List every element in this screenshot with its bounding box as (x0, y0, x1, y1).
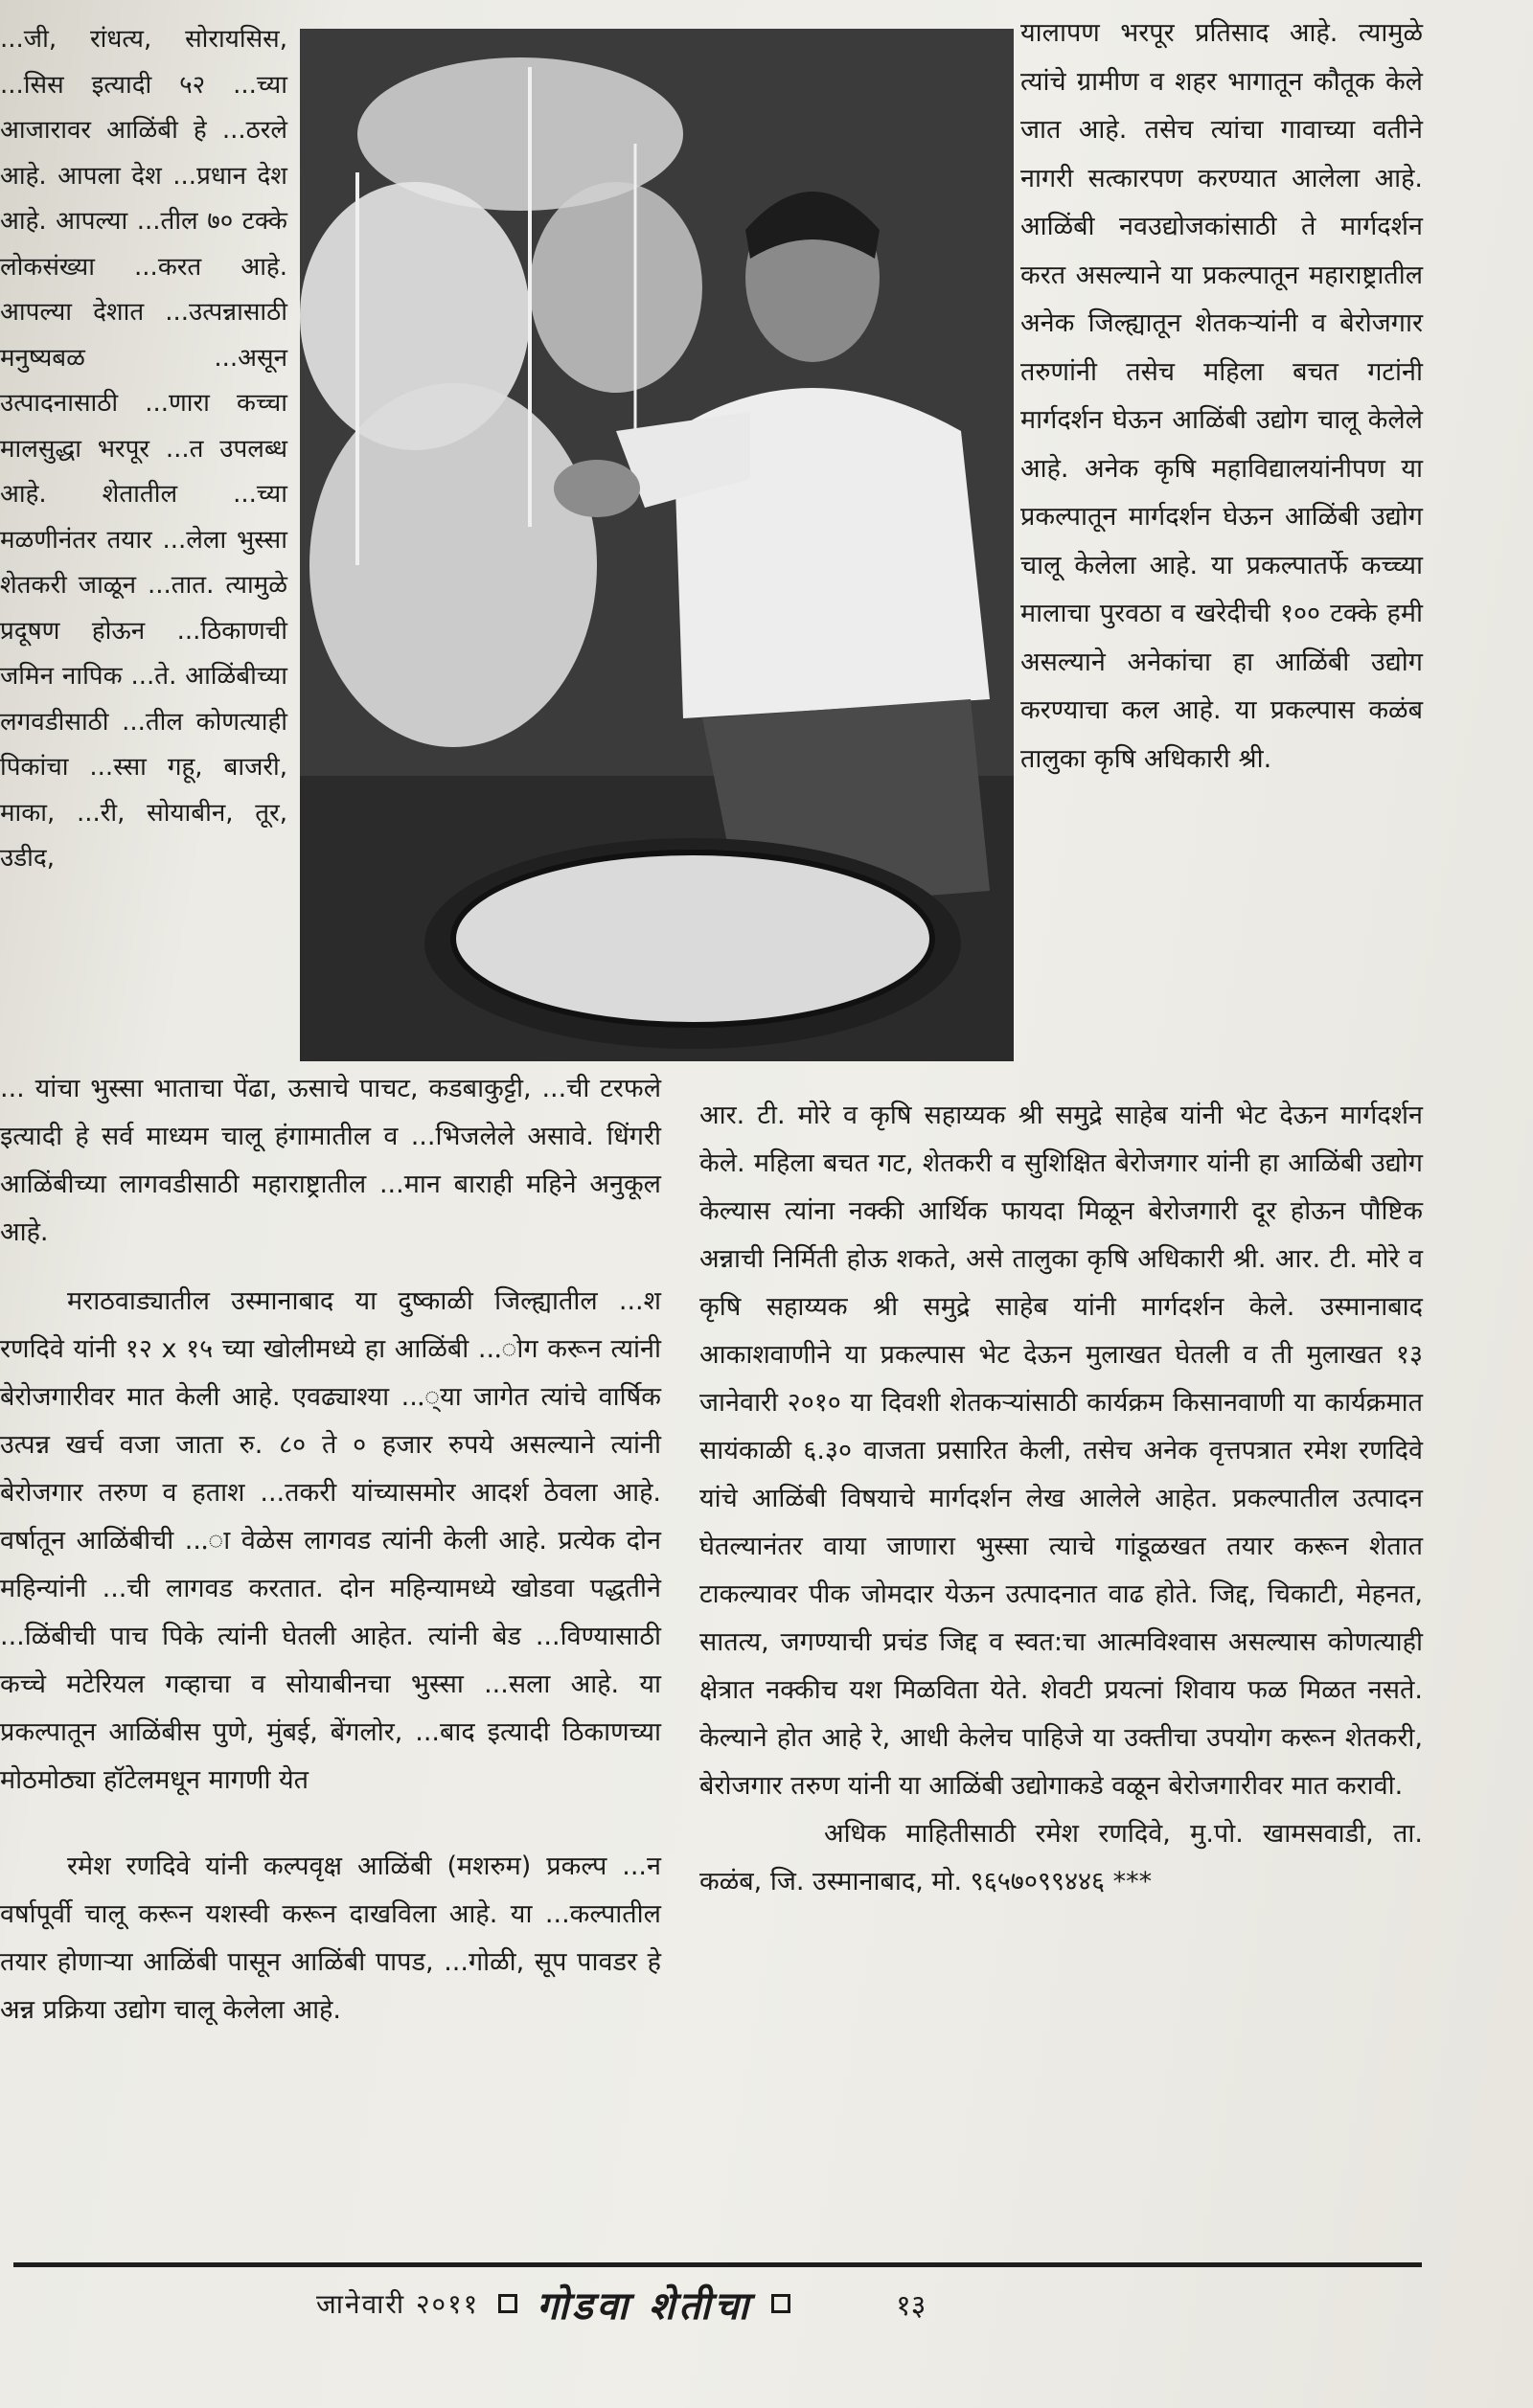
page-number: १३ (896, 2288, 927, 2323)
footer-rule (13, 2262, 1422, 2267)
square-bullet-icon (771, 2294, 790, 2313)
left-bottom-column (0, 1065, 661, 2034)
left-top-text: ...जी, रांधत्य, सोरायसिस, ...सिस इत्यादी ५२ ...च्या आजारावर आळिंबी हे ...ठरले आहे. आपला देश ...प्रधान देश आहे. आपल्या ...तील ७० टक्के लोकसंख्या ...करत आहे. आपल्या देशात ...उत्पन्नासाठी मनुष्यबळ ...असून उत्पादनासाठी ...णारा कच्चा मालसुद्धा भरपूर ...त उपलब्ध आहे. शेतातील ...च्या मळणीनंतर तयार ...लेला भुस्सा शेतकरी जाळून ...तात. त्यामुळे प्रदूषण होऊन ...ठिकाणची जमिन नापिक ...ते. आळिंबीच्या लगवडीसाठी ...तील कोणत्याही पिकांचा ...स्सा गहू, बाजरी, माका, ...री, सोयाबीन, तूर, उडीद, (0, 25, 287, 873)
left-bottom-paragraph-2: मराठवाड्यातील उस्मानाबाद या दुष्काळी जिल्ह्यातील ...श रणदिवे यांनी १२ x १५ च्या खोलीमध्ये हा आळिंबी ...ोग करून त्यांनी बेरोजगारीवर मात केली आहे. एवढ्याश्या ...्या जागेत त्यांचे वार्षिक उत्पन्न खर्च वजा जाता रु. ८० ते ० हजार रुपये असल्याने त्यांनी बेरोजगार तरुण व हताश ...तकरी यांच्यासमोर आदर्श ठेवला आहे. वर्षातून आळिंबीची ...ा वेळेस लागवड त्यांनी केली आहे. प्रत्येक दोन महिन्यांनी ...ची लागवड करतात. दोन महिन्यामध्ये खोडवा पद्धतीने ...ळिंबीची पाच पिके त्यांनी घेतली आहेत. त्यांनी बेड ...विण्यासाठी कच्चे मटेरियल गव्हाचा व सोयाबीनचा भुस्सा ...सला आहे. या प्रकल्पातून आळिंबीस पुणे, मुंबई, बेंगलोर, ...बाद इत्यादी ठिकाणच्या मोठमोठ्या हॉटेलमधून मागणी येत (0, 1286, 661, 1795)
left-bottom-paragraph-3: रमेश रणदिवे यांनी कल्पवृक्ष आळिंबी (मशरुम) प्रकल्प ...न वर्षापूर्वी चालू करून यशस्वी करून दाखविला आहे. या ...कल्पातील तयार होणाऱ्या आळिंबी पासून आळिंबी पापड, ...गोळी, सूप पावडर हे अन्न प्रक्रिया उद्योग चालू केलेला आहे. (0, 1851, 661, 2025)
right-top-text: यालापण भरपूर प्रतिसाद आहे. त्यामुळे त्यांचे ग्रामीण व शहर भागातून कौतूक केले जात आहे. तसेच त्यांचा गावाच्या वतीने नागरी सत्कारपण करण्यात आलेला आहे. आळिंबी नवउद्योजकांसाठी ते मार्गदर्शन करत असल्याने या प्रकल्पातून महाराष्ट्रातील अनेक जिल्ह्यातून शेतकऱ्यांनी व बेरोजगार तरुणांनी तसेच महिला बचत गटांनी मार्गदर्शन घेऊन आळिंबी उद्योग चालू केलेले आहे. अनेक कृषि महाविद्यालयांनीपण या प्रकल्पातून मार्गदर्शन घेऊन आळिंबी उद्योग चालू केलेला आहे. या प्रकल्पातर्फे कच्च्या मालाचा पुरवठा व खरेदीची १०० टक्के हमी असल्याने अनेकांचा हा आळिंबी उद्योग करण्याचा कल आहे. या प्रकल्पास कळंब तालुका कृषि अधिकारी श्री. (1020, 18, 1423, 774)
square-bullet-icon (498, 2294, 517, 2313)
contact-info: अधिक माहितीसाठी रमेश रणदिवे, मु.पो. खामसवाडी, ता. कळंब, जि. उस्मानाबाद, मो. ९६५७०९९४४६ *** (699, 1819, 1423, 1897)
right-top-column (1020, 10, 1423, 784)
right-bottom-column (699, 1092, 1423, 1906)
mushroom-farmer-photo (300, 29, 1014, 1061)
page-footer (316, 2270, 926, 2337)
left-bottom-paragraph-1: ... यांचा भुस्सा भाताचा पेंढा, ऊसाचे पाचट, कडबाकुट्टी, ...ची टरफले इत्यादी हे सर्व माध्यम चालू हंगामातील व ...भिजलेले असावे. धिंगरी आळिंबीच्या लागवडीसाठी महाराष्ट्रातील ...मान बाराही महिने अनुकूल आहे. (0, 1074, 661, 1247)
footer-date: जानेवारी २०११ (316, 2288, 480, 2320)
photo-illustration (300, 29, 1014, 1061)
left-top-column (0, 17, 287, 882)
magazine-name: गोडवा शेतीचा (537, 2283, 753, 2328)
right-bottom-paragraph: आर. टी. मोरे व कृषि सहाय्यक श्री समुद्रे साहेब यांनी भेट देऊन मार्गदर्शन केले. महिला बचत गट, शेतकरी व सुशिक्षित बेरोजगार यांनी हा आळिंबी उद्योग केल्यास त्यांना नक्की आर्थिक फायदा मिळून बेरोजगारी दूर होऊन पौष्टिक अन्नाची निर्मिती होऊ शकते, असे तालुका कृषि अधिकारी श्री. आर. टी. मोरे व कृषि सहाय्यक श्री समुद्रे साहेब यांनी मार्गदर्शन केले. उस्मानाबाद आकाशवाणीने या प्रकल्पास भेट देऊन मुलाखत घेतली व ती मुलाखत १३ जानेवारी २०१० या दिवशी शेतकऱ्यांसाठी कार्यक्रम किसानवाणी या कार्यक्रमात सायंकाळी ६.३० वाजता प्रसारित केली, तसेच अनेक वृत्तपत्रात रमेश रणदिवे यांचे आळिंबी विषयाचे मार्गदर्शन लेख आलेले आहेत. प्रकल्पातील उत्पादन घेतल्यानंतर वाया जाणारा भुस्सा त्याचे गांडूळखत तयार करून शेतात टाकल्यावर पीक जोमदार येऊन उत्पादनात वाढ होते. जिद्द, चिकाटी, मेहनत, सातत्य, जगण्याची प्रचंड जिद्द व स्वत:चा आत्मविश्वास असल्यास कोणत्याही क्षेत्रात नक्कीच यश मिळविता येते. शेवटी प्रयत्नां शिवाय फळ मिळत नसते. केल्याने होत आहे रे, आधी केलेच पाहिजे या उक्तीचा उपयोग करून शेतकरी, बेरोजगार तरुण यांनी या आळिंबी उद्योगाकडे वळून बेरोजगारीवर मात करावी. (699, 1101, 1423, 1801)
